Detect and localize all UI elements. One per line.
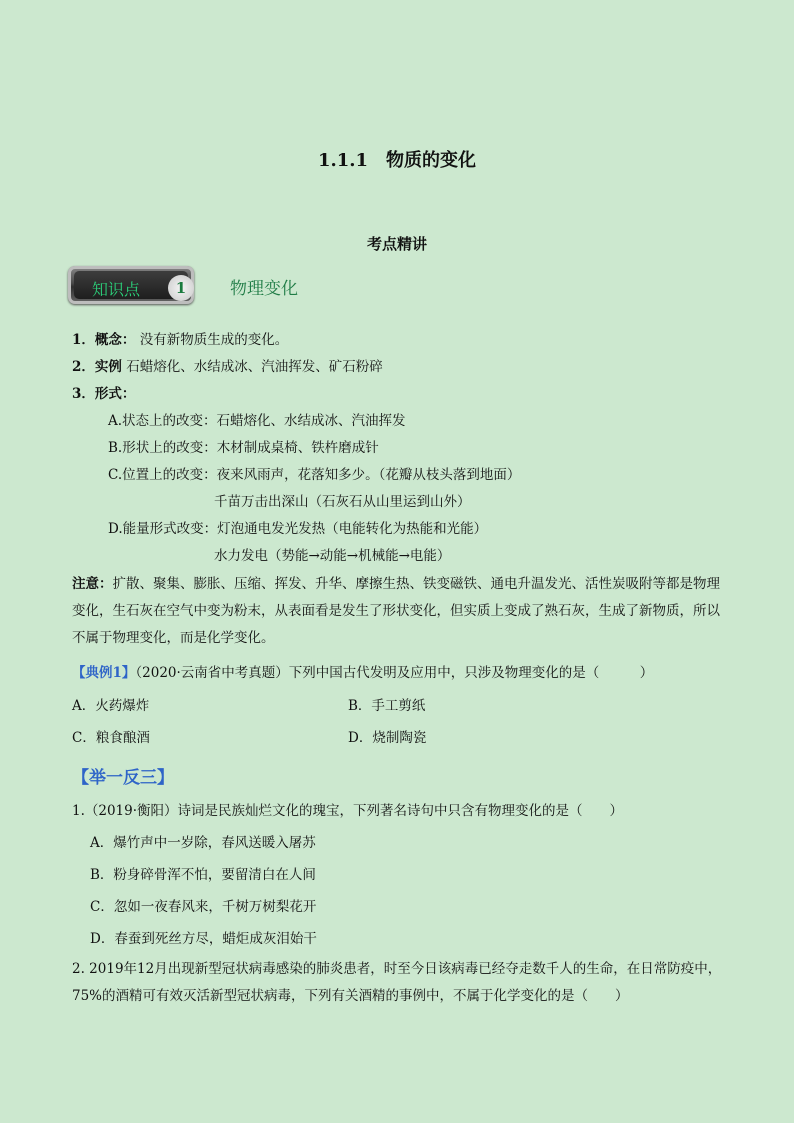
knowledge-point-badge	[68, 266, 194, 304]
form-c2: 千苗万击出深山（石灰石从山里运到山外）	[214, 494, 471, 510]
form-label: 3．形式：	[72, 386, 136, 402]
example1-option-b: B．手工剪纸	[348, 698, 426, 714]
note-paragraph	[72, 571, 722, 652]
form-a: A.状态上的改变：石蜡熔化、水结成冰、汽油挥发	[108, 413, 406, 429]
example1-text: （2020·云南省中考真题）下列中国古代发明及应用中，只涉及物理变化的是（ ）	[135, 665, 654, 681]
form-d2: 水力发电（势能→动能→机械能→电能）	[214, 548, 451, 564]
example1-label: 【典例1】	[72, 665, 136, 681]
q2-question: 2. 2019年12月出现新型冠状病毒感染的肺炎患者，时至今日该病毒已经夺走数千人的生命，在日常防疫中，75%的酒精可有效灭活新型冠状病毒，下列有关酒精的事例中，不属于化学变化的是（ ）	[72, 961, 722, 1004]
note-label: 注意：	[72, 576, 113, 592]
example1-option-a: A．火药爆炸	[72, 698, 150, 714]
example-label: 2．实例	[72, 359, 122, 375]
section-heading: 物理变化	[230, 279, 298, 299]
q1-option-d: D．春蚕到死丝方尽，蜡炬成灰泪始干	[90, 931, 317, 947]
page-title: 1.1.1 物质的变化	[317, 150, 477, 171]
example1-question	[72, 663, 653, 683]
form-d1: D.能量形式改变：灯泡通电发光发热（电能转化为热能和光能）	[108, 521, 488, 537]
q1-option-b: B．粉身碎骨浑不怕，要留清白在人间	[90, 867, 316, 883]
practice-heading: 【举一反三】	[72, 768, 174, 788]
concept-line	[72, 330, 288, 350]
section-subtitle: 考点精讲	[366, 235, 427, 253]
q1-option-a: A．爆竹声中一岁除，春风送暖入屠苏	[90, 835, 316, 851]
example-text: 石蜡熔化、水结成冰、汽油挥发、矿石粉碎	[126, 359, 383, 375]
q1-option-c: C．忽如一夜春风来，千树万树梨花开	[90, 899, 317, 915]
badge-inner	[74, 271, 188, 299]
form-c1: C.位置上的改变：夜来风雨声，花落知多少。（花瓣从枝头落到地面）	[108, 467, 521, 483]
note-text: 扩散、聚集、膨胀、压缩、挥发、升华、摩擦生热、铁变磁铁、通电升温发光、活性炭吸附等都是物理变化，生石灰在空气中变为粉末，从表面看是发生了形状变化，但实质上变成了熟石灰，生成了新物质，所以不属于物理变化，而是化学变化。	[72, 576, 720, 646]
q1-question: 1.（2019·衡阳）诗词是民族灿烂文化的瑰宝，下列著名诗句中只含有物理变化的是（ ）	[72, 803, 624, 819]
concept-text: 没有新物质生成的变化。	[139, 332, 289, 348]
example-line	[72, 357, 383, 377]
form-b: B.形状上的改变：木材制成桌椅、铁杵磨成针	[108, 440, 379, 456]
badge-number: 1	[168, 275, 194, 301]
example1-option-d: D．烧制陶瓷	[348, 730, 427, 746]
concept-label: 1．概念：	[72, 332, 136, 348]
example1-option-c: C．粮食酿酒	[72, 730, 150, 746]
badge-label: 知识点	[92, 280, 141, 299]
